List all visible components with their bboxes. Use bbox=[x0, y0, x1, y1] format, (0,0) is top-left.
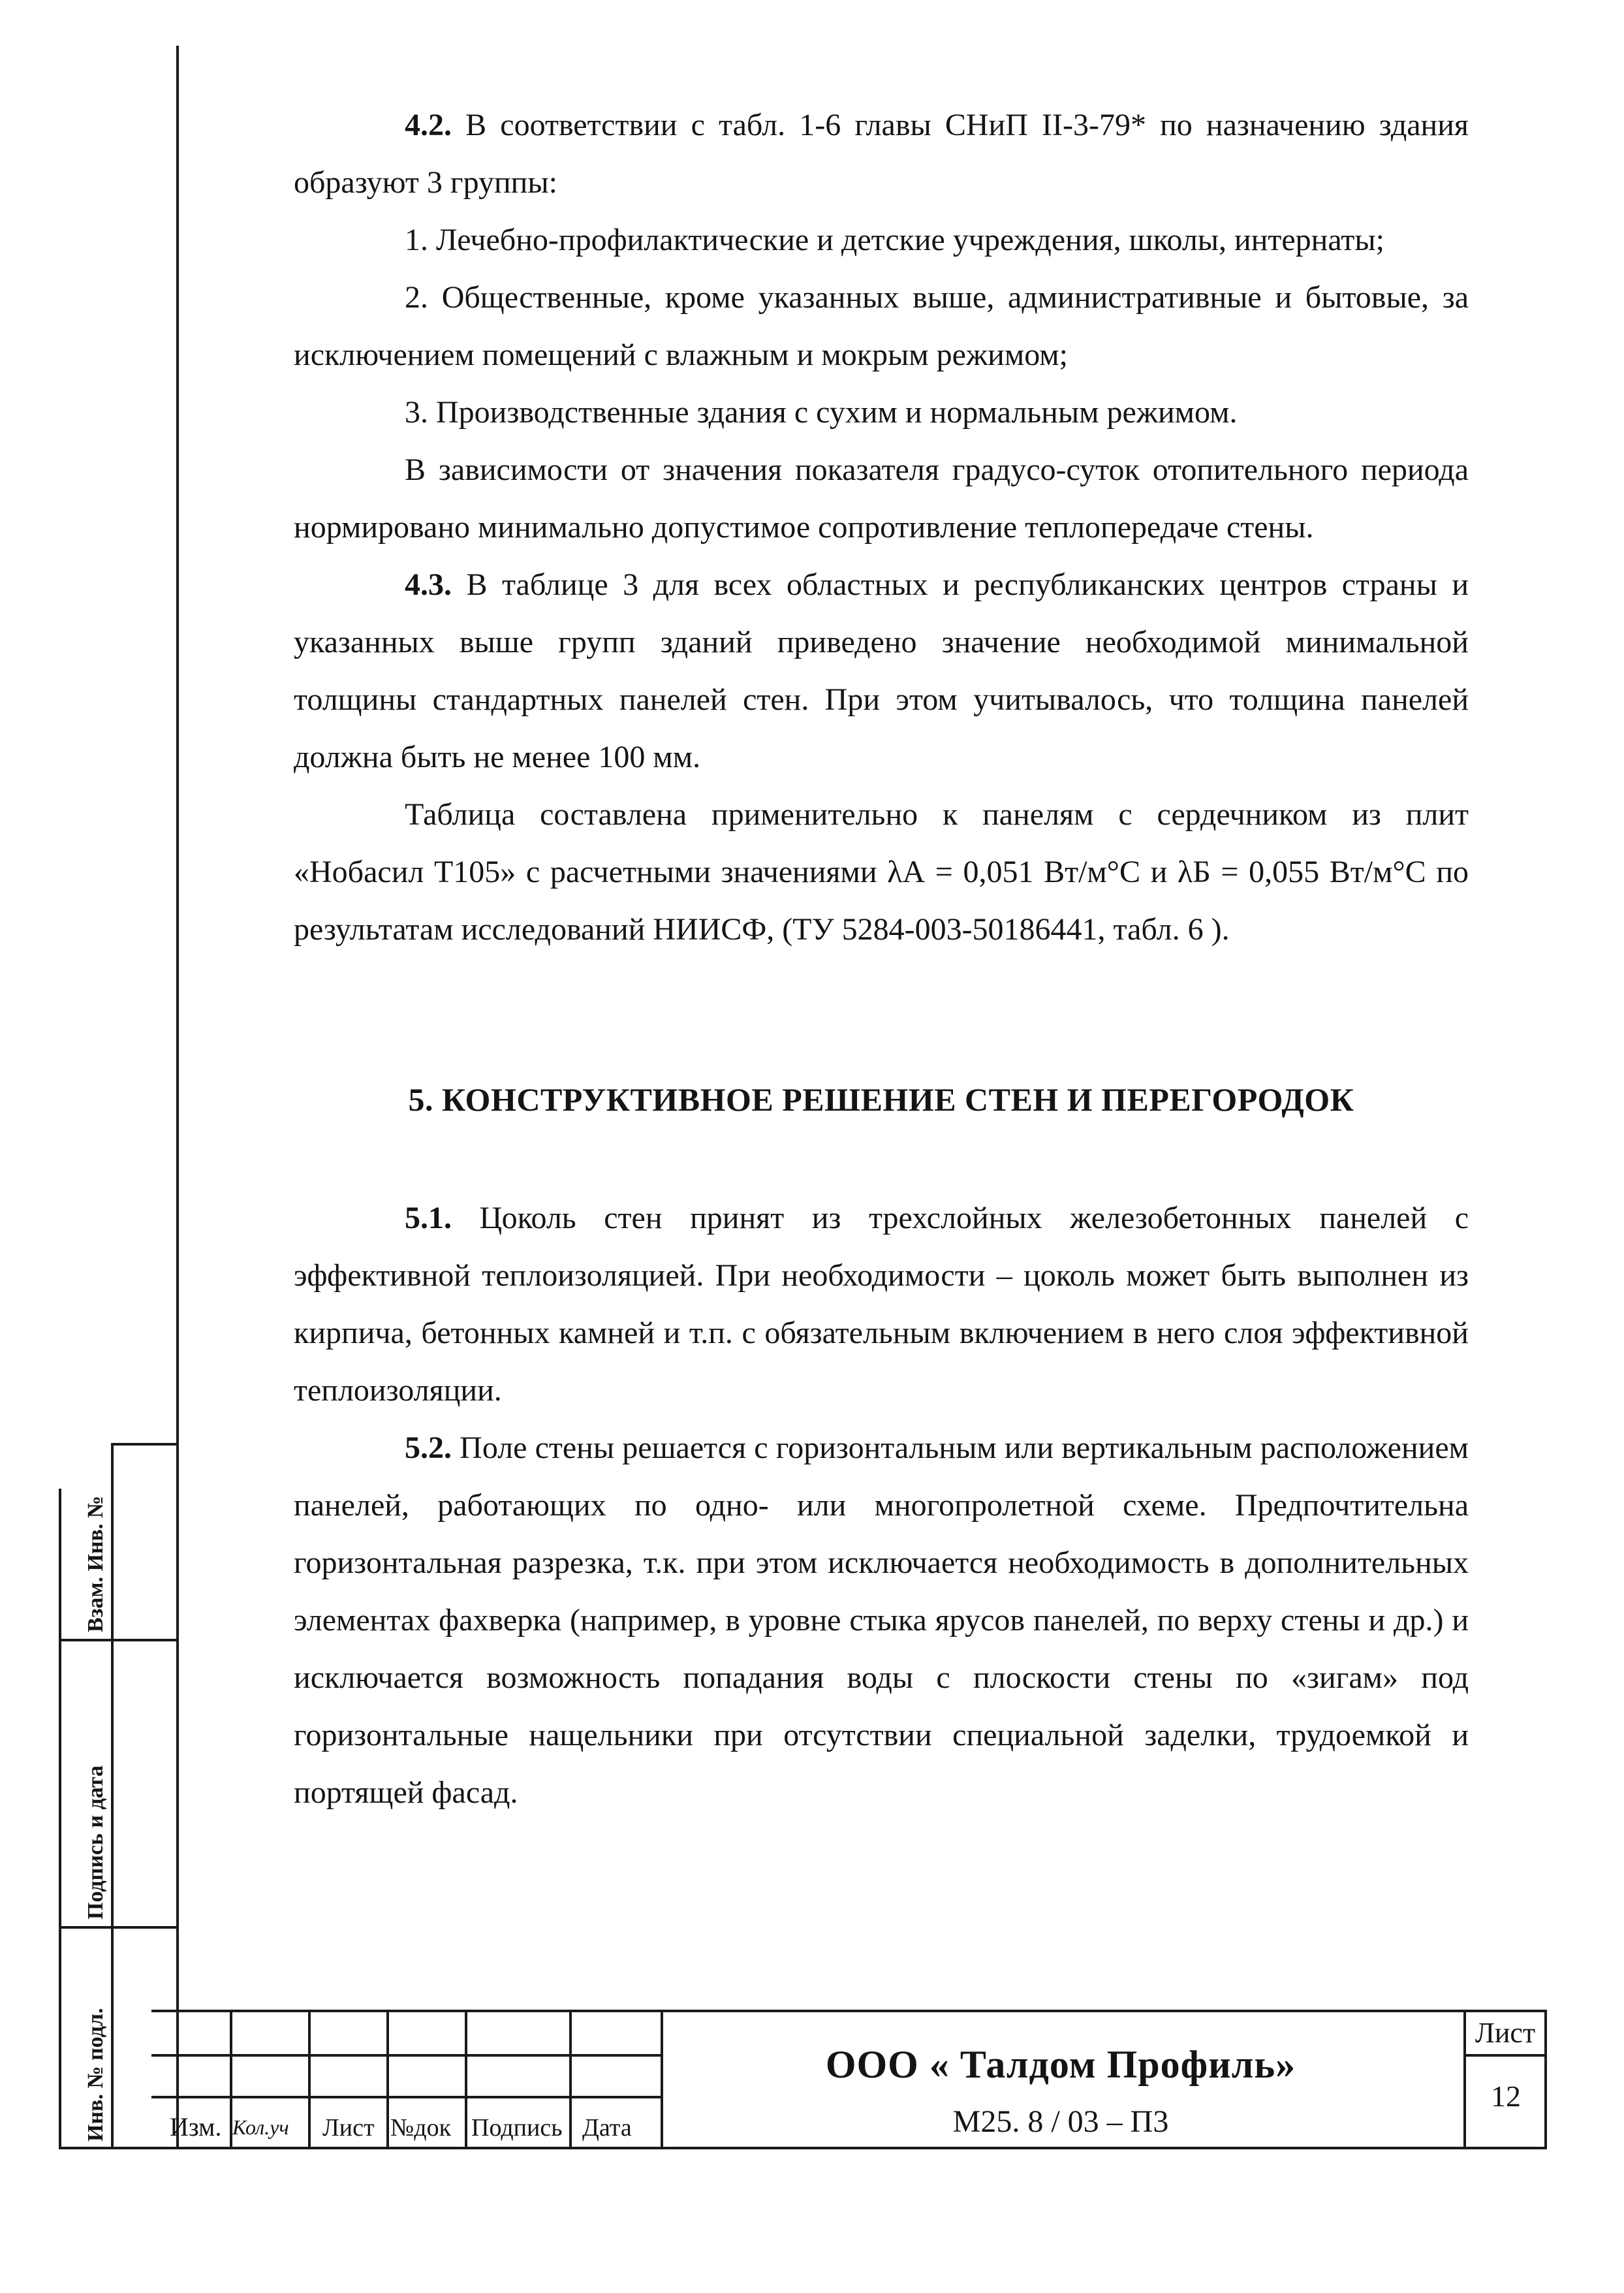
side-stamp-divider-2 bbox=[59, 1926, 176, 1929]
col-koluch: Кол.уч bbox=[232, 2115, 289, 2139]
section-5-body bbox=[294, 1190, 1469, 1822]
sheet-label: Лист bbox=[1475, 2017, 1536, 2049]
side-stamp-outer-line bbox=[59, 1489, 61, 2149]
paragraph-number: 4.2. bbox=[405, 108, 452, 142]
paragraph-text: Цоколь стен принят из трехслойных железобетонных панелей с эффективной теплоизоляцией. При необходимости – цоколь может быть выполнен из кирпича, бетонных камней и т.п. с обязательным включением в него слоя эффективной теплоизоляции. bbox=[294, 1201, 1469, 1408]
paragraph-dependence: В зависимости от значения показателя градусо-суток отопительного периода нормировано минимально допустимое сопротивление теплопередаче стены. bbox=[294, 452, 1469, 545]
col-line-3 bbox=[386, 2010, 389, 2149]
side-label-vzam-inv: Взам. Инв. № bbox=[84, 1495, 108, 1632]
sheet-number: 12 bbox=[1491, 2080, 1521, 2113]
side-stamp-divider-1 bbox=[59, 1639, 176, 1641]
paragraph-4-2 bbox=[294, 97, 1469, 212]
col-line-2 bbox=[308, 2010, 311, 2149]
group-item-1: 1. Лечебно-профилактические и детские учреждения, школы, интернаты; bbox=[405, 223, 1384, 257]
side-stamp-inner-line bbox=[111, 1443, 114, 2149]
side-label-podpis-data: Подпись и дата bbox=[84, 1765, 108, 1920]
side-label-inv-podl: Инв. № подл. bbox=[84, 2008, 108, 2142]
col-ndok: №док bbox=[390, 2114, 452, 2142]
group-item-3: 3. Производственные здания с сухим и нормальным режимом. bbox=[405, 395, 1238, 430]
paragraph-5-2 bbox=[294, 1419, 1469, 1822]
paragraph-text: В соответствии с табл. 1-6 главы СНиП II-3-79* по назначению здания образуют 3 группы: bbox=[294, 108, 1469, 200]
col-data: Дата bbox=[582, 2114, 632, 2142]
paragraph-text: Поле стены решается с горизонтальным или вертикальным расположением панелей, работающих по одно- или многопролетной схеме. Предпочтительна горизонтальная разрезка, т.к. при этом исключается необходимость в дополнительных элементах фахверка (например, в уровне стыка ярусов панелей, по верху стены и др.) и исключается возможность попадания воды с плоскости стены по «зигам» под горизонтальные нащельники при отсутствии специальной заделки, трудоемкой и портящей фасад. bbox=[294, 1431, 1469, 1810]
paragraph-table-note: Таблица составлена применительно к панелям с сердечником из плит «Нобасил Т105» с расчетными значениями λА = 0,051 Вт/м°С и λБ = 0,055 Вт/м°С по результатам исследований НИИСФ, (ТУ 5284-003-50186441, табл. 6 ). bbox=[294, 797, 1469, 947]
col-list: Лист bbox=[322, 2114, 375, 2142]
document-code: М25. 8 / 03 – П3 bbox=[952, 2104, 1169, 2139]
title-block-row-line-1 bbox=[151, 2054, 661, 2057]
col-izm: Изм. bbox=[170, 2112, 222, 2142]
paragraph-text: В таблице 3 для всех областных и республиканских центров страны и указанных выше групп зданий приведено значение необходимой минимальной толщины стандартных панелей стен. При этом учитывалось, что толщина панелей должна быть не менее 100 мм. bbox=[294, 567, 1469, 774]
paragraph-number: 5.2. bbox=[405, 1431, 452, 1465]
col-podpis: Подпись bbox=[471, 2114, 563, 2142]
paragraph-number: 4.3. bbox=[405, 567, 452, 602]
section-4-body bbox=[294, 97, 1469, 958]
company-name: ООО « Талдом Профиль» bbox=[825, 2043, 1296, 2086]
side-stamp-top-line bbox=[111, 1443, 176, 1446]
paragraph-5-1 bbox=[294, 1190, 1469, 1419]
title-block-row-line-2 bbox=[151, 2096, 661, 2098]
frame-left-border bbox=[176, 46, 179, 2148]
sheet-cell-divider bbox=[1463, 2054, 1547, 2057]
title-block-top-line bbox=[151, 2010, 1547, 2012]
group-item-2: 2. Общественные, кроме указанных выше, административные и бытовые, за исключением помещений с влажным и мокрым режимом; bbox=[294, 280, 1469, 372]
paragraph-4-3 bbox=[294, 556, 1469, 786]
col-line-5 bbox=[569, 2010, 572, 2149]
col-line-4 bbox=[465, 2010, 467, 2149]
paragraph-number: 5.1. bbox=[405, 1201, 452, 1235]
section-5-heading: 5. КОНСТРУКТИВНОЕ РЕШЕНИЕ СТЕН И ПЕРЕГОРОДОК bbox=[408, 1081, 1354, 1118]
